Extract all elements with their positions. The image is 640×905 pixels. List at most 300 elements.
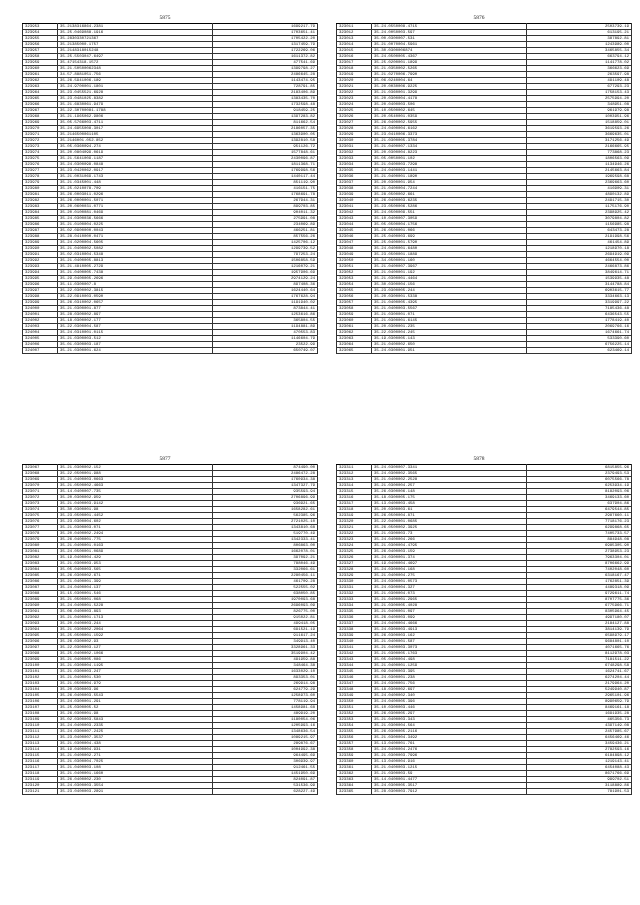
row-id-cell: 323352 xyxy=(337,711,372,717)
row-value-cell: 477541.69 xyxy=(213,60,318,66)
row-code-cell: 35.26.0500002.3925 xyxy=(372,525,527,531)
row-value-cell: 778119.94 xyxy=(213,699,318,705)
row-code-cell: 35.20.0540001.0359 xyxy=(372,114,527,120)
row-code-cell: 35.23.0300004.602 xyxy=(58,519,213,525)
row-value-cell: 857556.26 xyxy=(213,234,318,240)
row-id-cell: 323989 xyxy=(23,240,58,246)
row-code-cell: 35.05.0360094.274 xyxy=(58,144,213,150)
row-code-cell: 35.21.0100004.0225 xyxy=(58,222,213,228)
row-value-cell: 332066.61 xyxy=(213,567,318,573)
row-id-cell: 323012 xyxy=(337,30,372,36)
table-row xyxy=(337,789,632,795)
row-id-cell: 323320 xyxy=(337,519,372,525)
row-value-cell: 826775.00 xyxy=(213,609,318,615)
row-id-cell: 323993 xyxy=(23,264,58,270)
row-id-cell: 323023 xyxy=(337,96,372,102)
row-code-cell: 35.23.0500001.1889 xyxy=(372,252,527,258)
row-value-cell: 519770.49 xyxy=(213,531,318,537)
row-id-cell: 323978 xyxy=(23,174,58,180)
row-value-cell: 3079804.82 xyxy=(527,216,632,222)
row-value-cell: 2379493.53 xyxy=(527,471,632,477)
row-code-cell: 35.21.0400001.399 xyxy=(58,579,213,585)
row-value-cell: 1175176.90 xyxy=(527,204,632,210)
row-id-cell: 323324 xyxy=(337,543,372,549)
row-value-cell: 884948.08 xyxy=(527,537,632,543)
row-value-cell: 461709.28 xyxy=(213,579,318,585)
row-value-cell: 1760934.38 xyxy=(213,477,318,483)
row-code-cell: 35.18.0300002.177 xyxy=(58,318,213,324)
row-value-cell: 1767628.94 xyxy=(213,294,318,300)
row-id-cell: 323973 xyxy=(23,144,58,150)
row-value-cell: 3319997.22 xyxy=(527,300,632,306)
row-code-cell: 35.24.0300001.951 xyxy=(372,348,527,354)
row-code-cell: 35.24.0400004.137 xyxy=(58,585,213,591)
row-id-cell: 324007 xyxy=(23,348,58,354)
row-value-cell: 964495.69 xyxy=(213,753,318,759)
row-value-cell: 873844.41 xyxy=(213,306,318,312)
row-code-cell: 35.25.0400002.1066 xyxy=(58,651,213,657)
row-code-cell: 35.21.0400003.9142 xyxy=(58,501,213,507)
row-value-cell: 4489318.09 xyxy=(527,585,632,591)
row-value-cell: 1253616.86 xyxy=(213,312,318,318)
row-value-cell: 2782593.16 xyxy=(527,747,632,753)
row-code-cell: 35.21.0300004.3492 xyxy=(372,735,527,741)
row-id-cell: 323338 xyxy=(337,627,372,633)
row-code-cell: 35.25.0400001.5790 xyxy=(372,240,527,246)
row-value-cell: 951126.72 xyxy=(213,144,318,150)
row-id-cell: 323109 xyxy=(23,717,58,723)
row-value-cell: 2987660.11 xyxy=(527,513,632,519)
row-code-cell: 35.26.0400003.6235 xyxy=(372,198,527,204)
row-code-cell: 35.22.0500001.988 xyxy=(58,471,213,477)
row-code-cell: 35.28.0500002.661 xyxy=(372,192,527,198)
row-id-cell: 323314 xyxy=(337,483,372,489)
row-value-cell: 2491715.30 xyxy=(527,198,632,204)
row-id-cell: 324004 xyxy=(23,330,58,336)
row-id-cell: 323330 xyxy=(337,579,372,585)
row-id-cell: 323315 xyxy=(337,489,372,495)
row-value-cell: 7402048.60 xyxy=(527,567,632,573)
row-value-cell: 691521.19 xyxy=(213,627,318,633)
row-id-cell: 323041 xyxy=(337,204,372,210)
row-value-cell: 2179964.20 xyxy=(527,681,632,687)
row-id-cell: 323988 xyxy=(23,234,58,240)
row-id-cell: 323105 xyxy=(23,693,58,699)
row-value-cell: 8469161.18 xyxy=(527,705,632,711)
row-code-cell: 35.19.0400004.4697 xyxy=(372,561,527,567)
row-value-cell: 348951.08 xyxy=(527,102,632,108)
row-id-cell: 323033 xyxy=(337,156,372,162)
row-value-cell: 1624440.64 xyxy=(213,288,318,294)
row-code-cell: 35.24.0300002.3565 xyxy=(372,471,527,477)
row-code-cell: 35.21.0400001.530 xyxy=(58,675,213,681)
row-value-cell: 461454.89 xyxy=(527,240,632,246)
row-code-cell: 35.21.5641009.1187 xyxy=(58,156,213,162)
row-value-cell: 1611372.82 xyxy=(213,54,318,60)
row-code-cell: 35.21.1965062.9806 xyxy=(58,114,213,120)
row-code-cell: 35.21.0400004.275 xyxy=(372,573,527,579)
row-code-cell: 35.21.0400001.587 xyxy=(372,639,527,645)
row-code-cell: 35.30.0300004.156 xyxy=(372,282,527,288)
row-code-cell: 35.29.0400005.2696 xyxy=(58,276,213,282)
row-value-cell: 6748298.58 xyxy=(527,663,632,669)
row-value-cell: 416151.75 xyxy=(213,186,318,192)
row-value-cell: 8671766.69 xyxy=(527,771,632,777)
row-value-cell: 267944.31 xyxy=(213,198,318,204)
row-id-cell: 323074 xyxy=(23,507,58,513)
row-value-cell: 1343810.68 xyxy=(213,525,318,531)
panel-title: 5877 xyxy=(159,456,171,462)
row-code-cell: 35.26.0400003.159 xyxy=(372,549,527,555)
table-panel-2 xyxy=(336,14,629,354)
row-code-cell: 35.23.0420062.0917 xyxy=(58,168,213,174)
row-id-cell: 323073 xyxy=(23,501,58,507)
row-id-cell: 323040 xyxy=(337,198,372,204)
row-code-cell: 35.21.0300003.512 xyxy=(58,336,213,342)
row-id-cell: 323034 xyxy=(337,162,372,168)
row-value-cell: 6479544.85 xyxy=(527,507,632,513)
row-code-cell: 35.23.0400007.3537 xyxy=(58,735,213,741)
row-value-cell: 1003951.96 xyxy=(527,114,632,120)
row-value-cell: 1957906.69 xyxy=(213,270,318,276)
row-id-cell: 323032 xyxy=(337,150,372,156)
row-code-cell: 35.20.0300004.4178 xyxy=(372,96,527,102)
row-code-cell: 35.22.0910003.0590 xyxy=(58,294,213,300)
row-code-cell: 35.21.0400003.5567 xyxy=(372,306,527,312)
row-id-cell: 323990 xyxy=(23,246,58,252)
row-code-cell: 35.26.0400002.5955 xyxy=(372,120,527,126)
row-code-cell: 35.21.0300004.257 xyxy=(372,483,527,489)
row-id-cell: 323966 xyxy=(23,102,58,108)
row-code-cell: 35.24.0200004.5605 xyxy=(58,240,213,246)
row-value-cell: 6075566.78 xyxy=(527,477,632,483)
row-code-cell: 35.13.0400003.458 xyxy=(372,501,527,507)
row-id-cell: 323994 xyxy=(23,270,58,276)
row-code-cell: 35.21.0300003.953 xyxy=(58,561,213,567)
row-value-cell: 1218970.18 xyxy=(527,246,632,252)
row-code-cell: 35.2830330721367 xyxy=(58,36,213,42)
row-id-cell: 323323 xyxy=(337,537,372,543)
row-value-cell: 3669635.01 xyxy=(527,132,632,138)
row-id-cell: 323955 xyxy=(23,36,58,42)
row-id-cell: 323353 xyxy=(337,717,372,723)
row-id-cell: 323063 xyxy=(337,336,372,342)
row-value-cell: 1383435.70 xyxy=(213,96,318,102)
row-id-cell: 324005 xyxy=(23,336,58,342)
row-value-cell: 2721025.10 xyxy=(213,519,318,525)
row-value-cell: 2457985.67 xyxy=(527,729,632,735)
row-code-cell: 35.23.0300005.244 xyxy=(372,288,527,294)
row-value-cell: 904011.32 xyxy=(213,210,318,216)
row-value-cell: 961979.98 xyxy=(527,108,632,114)
row-code-cell: 35.21.0300001.071 xyxy=(372,312,527,318)
row-value-cell: 728791.85 xyxy=(213,84,318,90)
row-id-cell: 323097 xyxy=(23,645,58,651)
row-code-cell: 35.26.0300005.297 xyxy=(372,711,527,717)
row-id-cell: 323349 xyxy=(337,693,372,699)
row-value-cell: 491959.88 xyxy=(213,657,318,663)
row-code-cell: 35.21.0300004.4795 xyxy=(372,543,527,549)
row-id-cell: 323027 xyxy=(337,120,372,126)
row-value-cell: 912461.55 xyxy=(213,765,318,771)
row-value-cell: 6299868.65 xyxy=(527,525,632,531)
row-code-cell: 35.21385000.1757 xyxy=(58,42,213,48)
row-code-cell: 35.19.0400004.931 xyxy=(58,747,213,753)
row-id-cell: 323967 xyxy=(23,108,58,114)
row-id-cell: 323037 xyxy=(337,180,372,186)
data-table xyxy=(336,464,632,795)
row-code-cell: 35.21.0300004.1195 xyxy=(58,663,213,669)
row-value-cell: 915022.81 xyxy=(213,615,318,621)
row-id-cell: 323090 xyxy=(23,603,58,609)
row-id-cell: 323055 xyxy=(337,288,372,294)
row-id-cell: 323977 xyxy=(23,168,58,174)
row-value-cell: 1156985.98 xyxy=(527,222,632,228)
row-code-cell: 35.23.0400003.2891 xyxy=(58,789,213,795)
row-id-cell: 324001 xyxy=(23,312,58,318)
row-id-cell: 323996 xyxy=(23,282,58,288)
row-value-cell: 677293.23 xyxy=(527,84,632,90)
row-id-cell: 323108 xyxy=(23,711,58,717)
row-value-cell: 533390.60 xyxy=(527,336,632,342)
row-id-cell: 323095 xyxy=(23,633,58,639)
row-code-cell: 35.22.0300002.3815 xyxy=(58,288,213,294)
row-value-cell: 9684801.10 xyxy=(527,639,632,645)
row-id-cell: 323080 xyxy=(23,543,58,549)
row-value-cell: 6184898.12 xyxy=(527,753,632,759)
row-value-cell: 6456469.46 xyxy=(527,735,632,741)
table-row xyxy=(337,348,632,354)
row-code-cell: 35.21.0300003.73 xyxy=(372,531,527,537)
row-value-cell: 2738953.23 xyxy=(527,549,632,555)
row-id-cell: 323083 xyxy=(23,561,58,567)
row-code-cell: 35.20.0300001.954 xyxy=(372,180,527,186)
row-id-cell: 323081 xyxy=(23,549,58,555)
row-code-cell: 35.24.0400004.2476 xyxy=(372,747,527,753)
row-value-cell: 6454088.43 xyxy=(527,765,632,771)
row-id-cell: 323960 xyxy=(23,66,58,72)
row-value-cell: 416909.31 xyxy=(527,186,632,192)
row-value-cell: 1425706.12 xyxy=(213,240,318,246)
row-value-cell: 1703651.41 xyxy=(213,30,318,36)
row-code-cell: 35.26.0300003.162 xyxy=(372,633,527,639)
row-value-cell: 6598979.17 xyxy=(527,633,632,639)
row-id-cell: 323987 xyxy=(23,228,58,234)
row-code-cell: 35.24.0400002.340 xyxy=(372,693,527,699)
row-code-cell: 35.2138316864.2381 xyxy=(58,24,213,30)
row-code-cell: 35.24.0500009.551 xyxy=(372,210,527,216)
row-code-cell: 35.24.0400004.266 xyxy=(372,537,527,543)
row-value-cell: 1769998.56 xyxy=(213,168,318,174)
row-id-cell: 323995 xyxy=(23,276,58,282)
row-value-cell: 6253934.19 xyxy=(527,483,632,489)
row-id-cell: 323972 xyxy=(23,138,58,144)
row-value-cell: 638050.85 xyxy=(213,591,318,597)
row-id-cell: 323956 xyxy=(23,42,58,48)
row-code-cell: 35.22.0300004.587 xyxy=(58,324,213,330)
row-value-cell: 397092.21 xyxy=(213,555,318,561)
row-value-cell: 8707775.36 xyxy=(527,597,632,603)
row-value-cell: 1633029.10 xyxy=(213,669,318,675)
row-code-cell: 35.05.0400004.498 xyxy=(372,657,527,663)
row-code-cell: 35.01.0300003.187 xyxy=(58,342,213,348)
row-code-cell: 35.21.0300005.1763 xyxy=(372,651,527,657)
row-id-cell: 323038 xyxy=(337,186,372,192)
row-id-cell: 323068 xyxy=(23,471,58,477)
row-id-cell: 323096 xyxy=(23,639,58,645)
row-value-cell: 2145663.84 xyxy=(527,168,632,174)
row-id-cell: 323058 xyxy=(337,306,372,312)
row-value-cell: 2191998.56 xyxy=(527,234,632,240)
row-value-cell: 2466873.86 xyxy=(527,264,632,270)
row-id-cell: 323346 xyxy=(337,675,372,681)
row-value-cell: 306939.97 xyxy=(213,759,318,765)
row-code-cell: 35.21.0300005.4028 xyxy=(372,603,527,609)
row-code-cell: 35.2148318015248 xyxy=(58,48,213,54)
row-code-cell: 35.25.0469088.1916 xyxy=(58,30,213,36)
row-value-cell: 349913.40 xyxy=(213,639,318,645)
row-code-cell: 35.24.0310001.0115 xyxy=(58,330,213,336)
row-id-cell: 323316 xyxy=(337,495,372,501)
row-code-cell: 35.47154318.1572 xyxy=(58,60,213,66)
row-code-cell: 35.05.0050001.102 xyxy=(372,156,527,162)
row-id-cell: 323118 xyxy=(23,771,58,777)
row-code-cell: 35.21.0400005.086 xyxy=(58,657,213,663)
row-id-cell: 323345 xyxy=(337,669,372,675)
row-value-cell: 1506858.59 xyxy=(213,258,318,264)
row-id-cell: 323358 xyxy=(337,747,372,753)
row-code-cell: 35.28.0410000.0471 xyxy=(58,234,213,240)
row-value-cell: 1778419.40 xyxy=(527,318,632,324)
row-id-cell: 323327 xyxy=(337,561,372,567)
row-value-cell: 1451950.69 xyxy=(213,771,318,777)
row-id-cell: 323962 xyxy=(23,78,58,84)
row-code-cell: 35.24.0300007.2425 xyxy=(58,729,213,735)
table-panel-1 xyxy=(22,14,315,354)
row-id-cell: 323348 xyxy=(337,687,372,693)
row-code-cell: 35.24.0400004.6162 xyxy=(372,126,527,132)
row-id-cell: 323029 xyxy=(337,132,372,138)
row-value-cell: 935593.94 xyxy=(213,489,318,495)
row-id-cell: 323078 xyxy=(23,531,58,537)
row-code-cell: 35.23.0410006.3373 xyxy=(372,132,527,138)
row-value-cell: 1399798.27 xyxy=(213,66,318,72)
row-id-cell: 323342 xyxy=(337,651,372,657)
row-value-cell: 4890132.89 xyxy=(527,192,632,198)
row-code-cell: 35.21.0300004.438 xyxy=(58,741,213,747)
row-id-cell: 323998 xyxy=(23,294,58,300)
row-value-cell: 1392810.58 xyxy=(213,138,318,144)
row-id-cell: 323049 xyxy=(337,252,372,258)
row-code-cell: 35.24.0300098.0848 xyxy=(58,162,213,168)
row-value-cell: 3465855.34 xyxy=(527,48,632,54)
row-value-cell: 1662078.01 xyxy=(213,549,318,555)
row-value-cell: 2186057.35 xyxy=(213,126,318,132)
row-code-cell: 35.2146001.052.852 xyxy=(58,138,213,144)
row-id-cell: 323102 xyxy=(23,675,58,681)
row-code-cell: 35.24.0400003.1441 xyxy=(372,168,527,174)
row-code-cell: 35.20.0300002.959 xyxy=(58,495,213,501)
row-code-cell: 35.26.0300002.93 xyxy=(58,639,213,645)
row-id-cell: 323112 xyxy=(23,735,58,741)
row-value-cell: 1317459.79 xyxy=(213,42,318,48)
row-id-cell: 323062 xyxy=(337,330,372,336)
row-code-cell: 35.21.0360001.3299 xyxy=(372,90,527,96)
row-id-cell: 323044 xyxy=(337,222,372,228)
row-code-cell: 35.21.0350002.5265 xyxy=(372,66,527,72)
row-id-cell: 323085 xyxy=(23,573,58,579)
row-id-cell: 323356 xyxy=(337,735,372,741)
row-value-cell: 387892.81 xyxy=(527,36,632,42)
row-value-cell: 2706896.99 xyxy=(213,495,318,501)
panel-title: 5876 xyxy=(473,15,485,21)
row-value-cell: 7963304.01 xyxy=(527,555,632,561)
table-row xyxy=(23,789,318,795)
row-value-cell: 1141778.02 xyxy=(527,60,632,66)
row-value-cell: 1806563.09 xyxy=(527,156,632,162)
row-id-cell: 323011 xyxy=(337,24,372,30)
row-id-cell: 323351 xyxy=(337,705,372,711)
row-value-cell: 897408.36 xyxy=(213,282,318,288)
row-id-cell: 323355 xyxy=(337,729,372,735)
row-code-cell: 35.24.0300001.291 xyxy=(58,699,213,705)
row-value-cell: 2166665.95 xyxy=(527,144,632,150)
row-code-cell: 35.26.0400002.230 xyxy=(58,777,213,783)
row-value-cell: 365804.55 xyxy=(213,318,318,324)
row-value-cell: 1539935.48 xyxy=(527,276,632,282)
row-code-cell: 35.10.0300003.446 xyxy=(372,705,527,711)
row-value-cell: 3519904.42 xyxy=(213,651,318,657)
row-value-cell: 773868.23 xyxy=(527,150,632,156)
row-code-cell: 35.23.0500001.4452 xyxy=(58,513,213,519)
row-value-cell: 1089215.97 xyxy=(213,735,318,741)
row-code-cell: 35.21.0400001.1890 xyxy=(372,174,527,180)
row-value-cell: 1191940.02 xyxy=(213,300,318,306)
row-value-cell: 489919.20 xyxy=(213,711,318,717)
row-code-cell: 35.14.0400007.735 xyxy=(58,489,213,495)
row-value-cell: 1299739.52 xyxy=(213,246,318,252)
row-value-cell: 269914.98 xyxy=(213,681,318,687)
row-code-cell: 35.20.0100081.0469 xyxy=(58,210,213,216)
row-code-cell: 35.05.0400003.565 xyxy=(58,567,213,573)
row-id-cell: 323110 xyxy=(23,723,58,729)
row-id-cell: 323975 xyxy=(23,156,58,162)
row-value-cell: 3334663.13 xyxy=(527,294,632,300)
row-id-cell: 323052 xyxy=(337,270,372,276)
row-value-cell: 788046.49 xyxy=(213,561,318,567)
row-value-cell: 2184127.88 xyxy=(527,621,632,627)
row-code-cell: 35.20.0400003.506 xyxy=(372,102,527,108)
row-id-cell: 323971 xyxy=(23,132,58,138)
row-id-cell: 323317 xyxy=(337,501,372,507)
row-id-cell: 323036 xyxy=(337,174,372,180)
row-id-cell: 323045 xyxy=(337,228,372,234)
row-code-cell: 35.22.0300004.245 xyxy=(372,330,527,336)
row-value-cell: 4071665.76 xyxy=(527,645,632,651)
row-value-cell: 1243989.00 xyxy=(527,42,632,48)
row-value-cell: 1342333.41 xyxy=(213,537,318,543)
row-code-cell: 35.25.0400003.699 xyxy=(372,234,527,240)
row-id-cell: 323958 xyxy=(23,54,58,60)
row-id-cell: 323025 xyxy=(337,108,372,114)
row-code-cell: 35.21.0400001.097 xyxy=(372,609,527,615)
row-value-cell: 1180054.06 xyxy=(213,717,318,723)
row-id-cell: 323104 xyxy=(23,687,58,693)
row-id-cell: 323115 xyxy=(23,753,58,759)
row-code-cell: 35.20.0804099.0619 xyxy=(58,150,213,156)
row-id-cell: 323076 xyxy=(23,519,58,525)
row-value-cell: 2369663.60 xyxy=(527,180,632,186)
